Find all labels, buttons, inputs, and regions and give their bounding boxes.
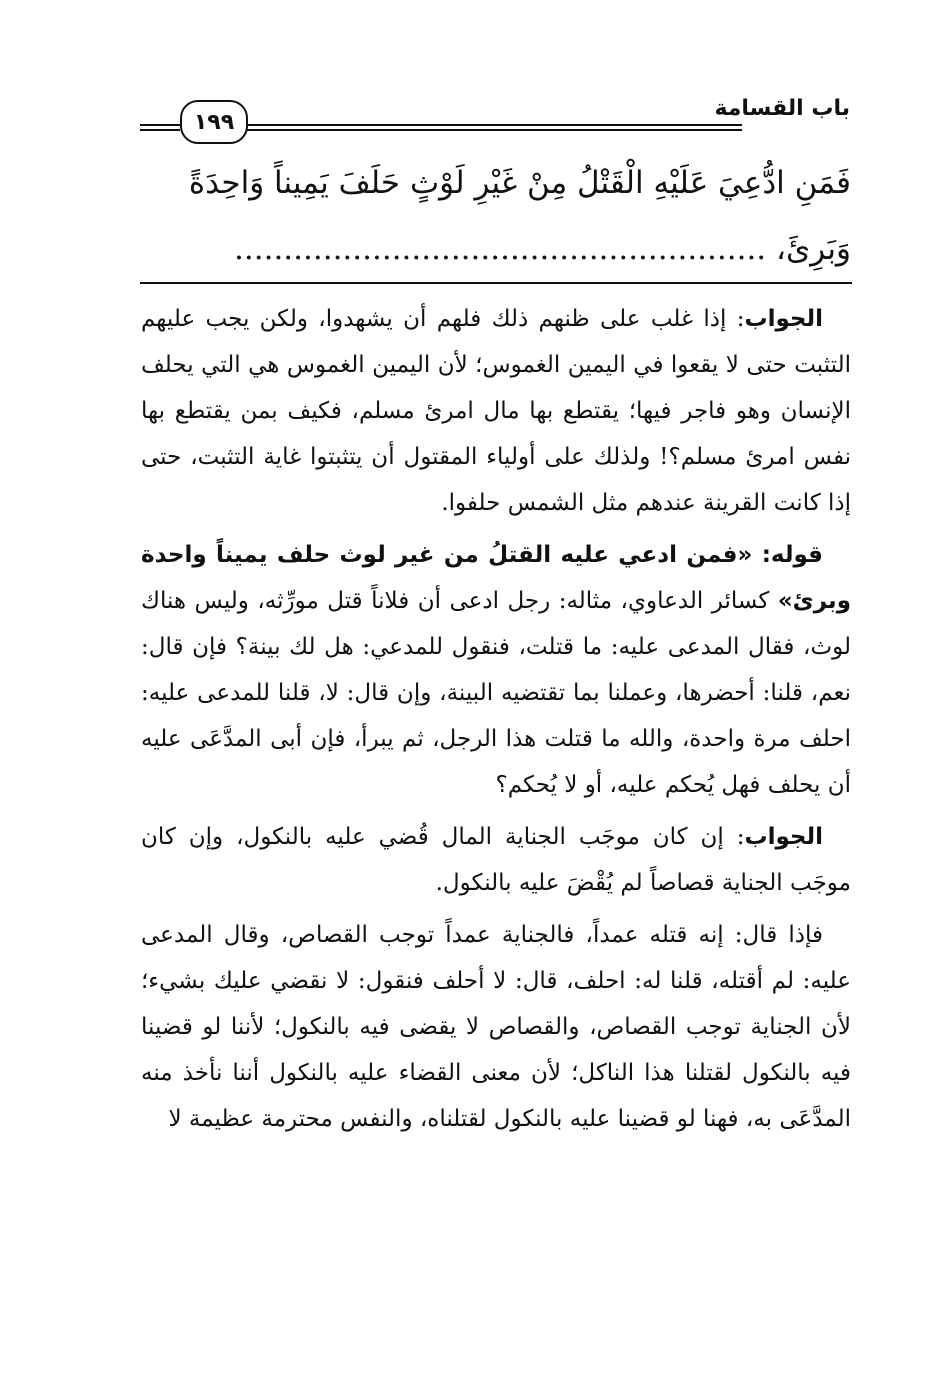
answer-label: الجواب — [744, 306, 823, 332]
matn-separator-line — [140, 282, 852, 284]
paragraph-3 — [141, 814, 851, 906]
header-rule-left — [140, 124, 180, 131]
paragraph-2 — [141, 532, 851, 808]
paragraph-4-text: فإذا قال: إنه قتله عمداً، فالجناية عمداً توجب القصاص، وقال المدعى عليه: لم أقتله، قلنا له: احلف، قال: لا أحلف فنقول: لا نقضي عليك بشيء؛ لأن الجناية توجب القصاص، والقصاص لا يقضى فيه بالنكول؛ لأننا لو قضينا فيه بالنكول لقتلنا هذا الناكل؛ لأن معنى القضاء عليه بالنكول أننا نأخذ منه المدَّعَى به، فهنا لو قضينا عليه بالنكول لقتلناه، والنفس محترمة عظيمة لا — [141, 922, 851, 1132]
quote-label: قوله — [770, 542, 823, 568]
page-number — [180, 100, 248, 144]
page-number-text: ١٩٩ — [193, 109, 235, 135]
matn-ellipsis-dots: ...................................................... — [234, 231, 767, 267]
matn-text — [136, 150, 851, 282]
page-header — [140, 90, 850, 150]
answer-label: الجواب — [744, 824, 823, 850]
chapter-title: باب القسامة — [714, 96, 850, 121]
paragraph-3-text: : إن كان موجَب الجناية المال قُضي عليه بالنكول، وإن كان موجَب الجناية قصاصاً لم يُقْضَ عليه بالنكول. — [141, 824, 851, 896]
paragraph-1-text: : إذا غلب على ظنهم ذلك فلهم أن يشهدوا، ولكن يجب عليهم التثبت حتى لا يقعوا في اليمين الغموس؛ لأن اليمين الغموس هي التي يحلف الإنسان وهو فاجر فيها؛ يقتطع بها مال امرئ مسلم، فكيف بمن يقتطع بها نفس امرئ مسلم؟! ولذلك على أولياء المقتول أن يتثبتوا غاية التثبت، حتى إذا كانت القرينة عندهم مثل الشمس حلفوا. — [141, 306, 851, 516]
header-rule-right — [246, 124, 742, 131]
matn-line-2-text: وَبَرِئَ، — [776, 231, 851, 267]
paragraph-2-text: كسائر الدعاوي، مثاله: رجل ادعى أن فلاناً قتل مورِّثه، وليس هناك لوث، فقال المدعى عليه: ما قتلت، فنقول للمدعي: هل لك بينة؟ فإن قال: نعم، قلنا: أحضرها، وعملنا بما تقتضيه البينة، وإن قال: لا، قلنا للمدعى عليه: احلف مرة واحدة، والله ما قتلت هذا الرجل، ثم يبرأ، فإن أبى المدَّعَى عليه أن يحلف فهل يُحكم عليه، أو لا يُحكم؟ — [141, 588, 851, 798]
commentary-body — [141, 296, 851, 1148]
quoted-matn: : «فمن ادعي عليه القتلُ من غير لوث حلف يميناً واحدة وبرئ» — [141, 542, 851, 614]
matn-line-2 — [136, 216, 851, 282]
matn-line-1: فَمَنِ ادُّعِيَ عَلَيْهِ الْقَتْلُ مِنْ غَيْرِ لَوْثٍ حَلَفَ يَمِيناً وَاحِدَةً — [188, 165, 851, 201]
paragraph-4 — [141, 912, 851, 1142]
paragraph-1 — [141, 296, 851, 526]
